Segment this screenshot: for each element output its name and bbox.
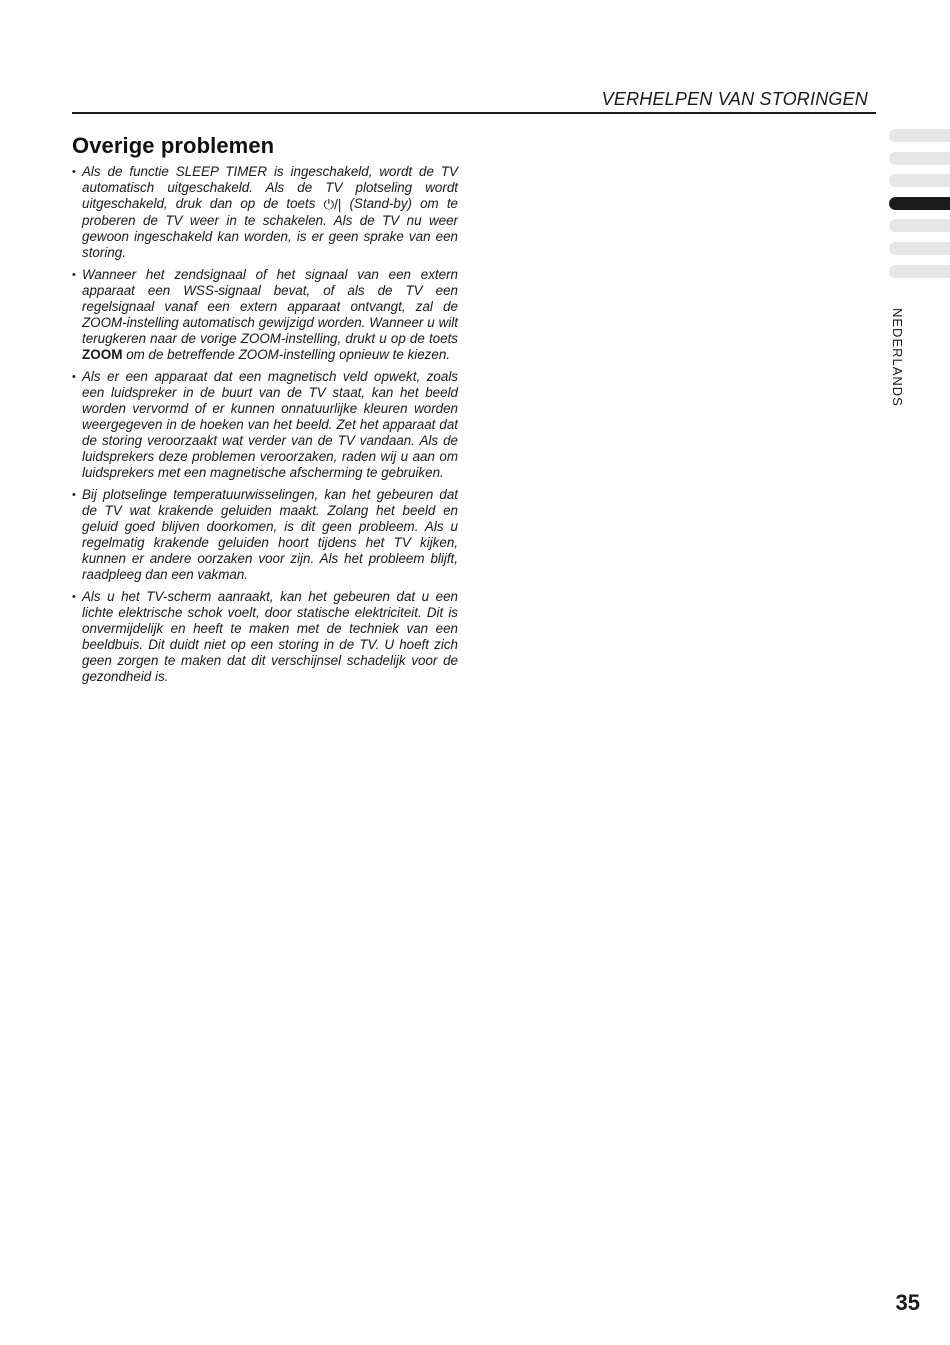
list-item bbox=[72, 487, 458, 583]
chapter-tab bbox=[889, 242, 950, 255]
bullet-dot: • bbox=[72, 489, 76, 501]
list-item bbox=[72, 369, 458, 481]
item-text-part: Als de functie SLEEP TIMER is ingeschakeld, wordt de TV automatisch uitgeschakeld. Als de TV plotseling wordt uitgeschakeld, druk dan op de toets bbox=[82, 164, 458, 211]
zoom-key-label: ZOOM bbox=[82, 347, 123, 362]
chapter-tab bbox=[889, 129, 950, 142]
chapter-tab bbox=[889, 174, 950, 187]
list-item bbox=[72, 164, 458, 261]
bullet-dot: • bbox=[72, 591, 76, 603]
header-rule bbox=[72, 112, 876, 114]
item-text-part: Wanneer het zendsignaal of het signaal van een extern apparaat een WSS-signaal bevat, of als de TV een regelsignaal vanaf een extern apparaat ontvangt, zal de ZOOM-instelling automatisch gewijzigd worden. Wanneer u wilt terugkeren naar de vorige ZOOM-instelling, drukt u op de toets bbox=[82, 267, 458, 346]
item-text: Als er een apparaat dat een magnetisch veld opwekt, zoals een luidspreker in de buurt van de TV staat, kan het beeld worden vervormd of er kunnen onnatuurlijke kleuren worden weergegeven in de hoeken van het beeld. Zet het apparaat dat de storing veroorzaakt wat verder van de TV vandaan. Als de luidsprekers deze problemen veroorzaken, raden wij u aan om luidsprekers met een magnetische afscherming te gebruiken. bbox=[82, 369, 458, 480]
chapter-tab bbox=[889, 265, 950, 278]
language-label: NEDERLANDS bbox=[890, 308, 905, 407]
chapter-tab-active bbox=[889, 197, 950, 210]
chapter-tab bbox=[889, 152, 950, 165]
standby-power-icon: ⏻/| bbox=[323, 197, 342, 212]
section-heading: Overige problemen bbox=[72, 133, 275, 158]
list-item bbox=[72, 267, 458, 363]
item-text-part: (Stand-by) om te proberen de TV weer in te schakelen. Als de TV nu weer gewoon ingeschakeld kan worden, is er geen sprake van een storing. bbox=[82, 196, 458, 260]
running-header: VERHELPEN VAN STORINGEN bbox=[601, 89, 868, 109]
item-text: Als u het TV-scherm aanraakt, kan het gebeuren dat u een lichte elektrische schok voelt, door statische elektriciteit. Dit is onvermijdelijk en heeft te maken met de techniek van een beeldbuis. Dit duidt niet op een storing in de TV. U hoeft zich geen zorgen te maken dat dit verschijnsel schadelijk voor de gezondheid is. bbox=[82, 589, 458, 684]
list-item bbox=[72, 589, 458, 685]
item-text-part: om de betreffende ZOOM-instelling opnieuw te kiezen. bbox=[122, 347, 450, 362]
page-number: 35 bbox=[895, 1290, 920, 1315]
item-text: Bij plotselinge temperatuurwisselingen, kan het gebeuren dat de TV wat krakende geluiden maakt. Zolang het beeld en geluid goed blijven doorkomen, is dit geen probleem. Als u regelmatig krakende geluiden hoort tijdens het TV kijken, kunnen er andere oorzaken voor zijn. Als het probleem blijft, raadpleeg dan een vakman. bbox=[82, 487, 458, 582]
chapter-tab bbox=[889, 219, 950, 232]
bullet-dot: • bbox=[72, 269, 76, 281]
bullet-dot: • bbox=[72, 166, 76, 178]
bullet-dot: • bbox=[72, 371, 76, 383]
bullet-list bbox=[72, 164, 458, 691]
